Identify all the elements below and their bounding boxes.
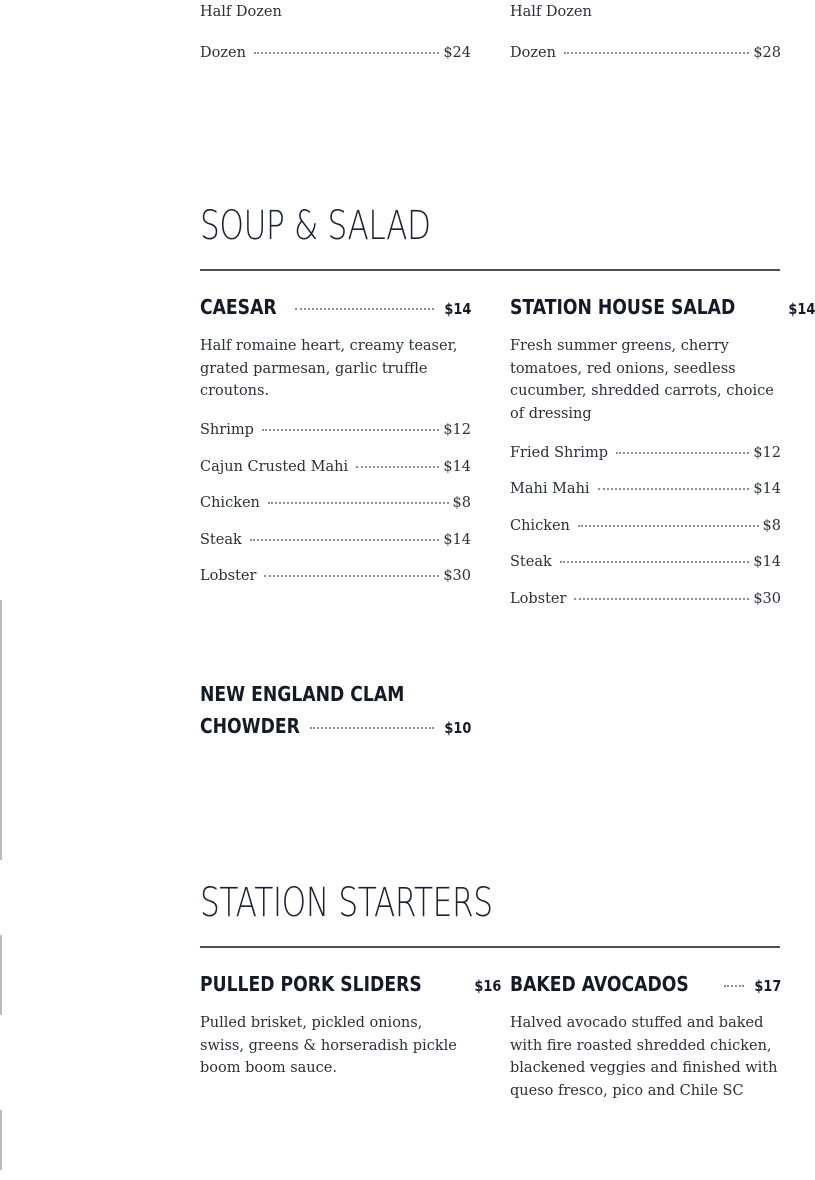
addon-label: Cajun Crusted Mahi xyxy=(200,459,349,475)
addon-label: Fried Shrimp xyxy=(510,445,608,461)
addon-price: $30 xyxy=(753,591,781,607)
dot-leader xyxy=(356,466,439,468)
half-dozen-label-left: Half Dozen xyxy=(200,4,282,20)
addon-row xyxy=(510,445,781,465)
addon-row xyxy=(200,422,471,442)
dot-leader xyxy=(254,52,439,54)
addon-price: $12 xyxy=(443,422,471,438)
page-edge-mark xyxy=(0,600,2,860)
item-name-line1: NEW ENGLAND CLAM xyxy=(200,682,405,706)
half-dozen-label-right: Half Dozen xyxy=(510,4,592,20)
section-divider xyxy=(200,946,780,948)
addon-price: $8 xyxy=(452,495,471,511)
dot-leader xyxy=(564,52,749,54)
item-price: $16 xyxy=(474,977,502,995)
item-price: $14 xyxy=(444,300,471,318)
addon-row xyxy=(200,495,471,515)
dozen-label: Dozen xyxy=(510,45,556,61)
dot-leader xyxy=(616,452,749,454)
item-price: $10 xyxy=(444,719,471,737)
item-name: STATION HOUSE SALAD xyxy=(510,295,736,319)
addon-row xyxy=(200,532,471,552)
addon-row xyxy=(510,554,781,574)
addon-label: Mahi Mahi xyxy=(510,481,590,497)
addon-label: Lobster xyxy=(200,568,257,584)
dot-leader xyxy=(724,985,744,987)
addon-row xyxy=(510,591,781,611)
addon-price: $30 xyxy=(443,568,471,584)
dozen-row-right xyxy=(510,45,781,65)
section-title-soup-salad: SOUP & SALAD xyxy=(200,203,431,249)
dot-leader xyxy=(264,575,439,577)
menu-item-house-salad xyxy=(510,295,815,319)
menu-item-caesar xyxy=(200,295,471,319)
menu-item-clam-chowder xyxy=(200,682,471,752)
addon-label: Lobster xyxy=(510,591,567,607)
menu-item-baked-avocados xyxy=(510,972,781,996)
dozen-label: Dozen xyxy=(200,45,246,61)
addon-label: Chicken xyxy=(200,495,260,511)
dot-leader xyxy=(295,308,434,310)
page-edge-mark xyxy=(0,1110,2,1170)
addon-row xyxy=(200,568,471,588)
dot-leader xyxy=(578,525,759,527)
dozen-price: $28 xyxy=(753,45,781,61)
addon-label: Steak xyxy=(200,532,242,548)
addon-price: $14 xyxy=(443,459,471,475)
item-price: $17 xyxy=(754,977,781,995)
item-description: Fresh summer greens, cherry tomatoes, red onions, seedless cucumber, shredded carrots, choice of dressing xyxy=(510,338,774,422)
dot-leader xyxy=(262,429,439,431)
section-divider xyxy=(200,269,780,271)
addon-row xyxy=(200,459,471,479)
addon-row xyxy=(510,481,781,501)
dozen-price: $24 xyxy=(443,45,471,61)
dozen-row-left xyxy=(200,45,471,65)
addon-price: $8 xyxy=(762,518,781,534)
dot-leader xyxy=(598,488,750,490)
addon-row xyxy=(510,518,781,538)
dot-leader xyxy=(268,502,449,504)
addon-price: $14 xyxy=(753,554,781,570)
item-description: Pulled brisket, pickled onions, swiss, greens & horseradish pickle boom boom sauce. xyxy=(200,1015,457,1076)
dot-leader xyxy=(310,727,434,729)
item-description: Halved avocado stuffed and baked with fire roasted shredded chicken, blackened veggies and finished with queso fresco, pico and Chile SC xyxy=(510,1015,778,1099)
page-edge-mark xyxy=(0,935,2,1015)
dot-leader xyxy=(250,539,440,541)
addon-label: Steak xyxy=(510,554,552,570)
section-title-starters: STATION STARTERS xyxy=(200,880,493,926)
addon-price: $12 xyxy=(753,445,781,461)
item-description: Half romaine heart, creamy teaser, grated parmesan, garlic truffle croutons. xyxy=(200,338,458,399)
dot-leader xyxy=(560,561,750,563)
item-name: CAESAR xyxy=(200,295,277,319)
addon-label: Chicken xyxy=(510,518,570,534)
item-price: $14 xyxy=(788,300,815,318)
item-name: BAKED AVOCADOS xyxy=(510,972,689,996)
item-name-line2-row xyxy=(200,714,471,738)
addon-label: Shrimp xyxy=(200,422,254,438)
item-name: PULLED PORK SLIDERS xyxy=(200,972,422,996)
item-name-line2: CHOWDER xyxy=(200,714,300,738)
addon-price: $14 xyxy=(753,481,781,497)
menu-item-pulled-pork-sliders xyxy=(200,972,502,996)
dot-leader xyxy=(574,598,749,600)
addon-price: $14 xyxy=(443,532,471,548)
